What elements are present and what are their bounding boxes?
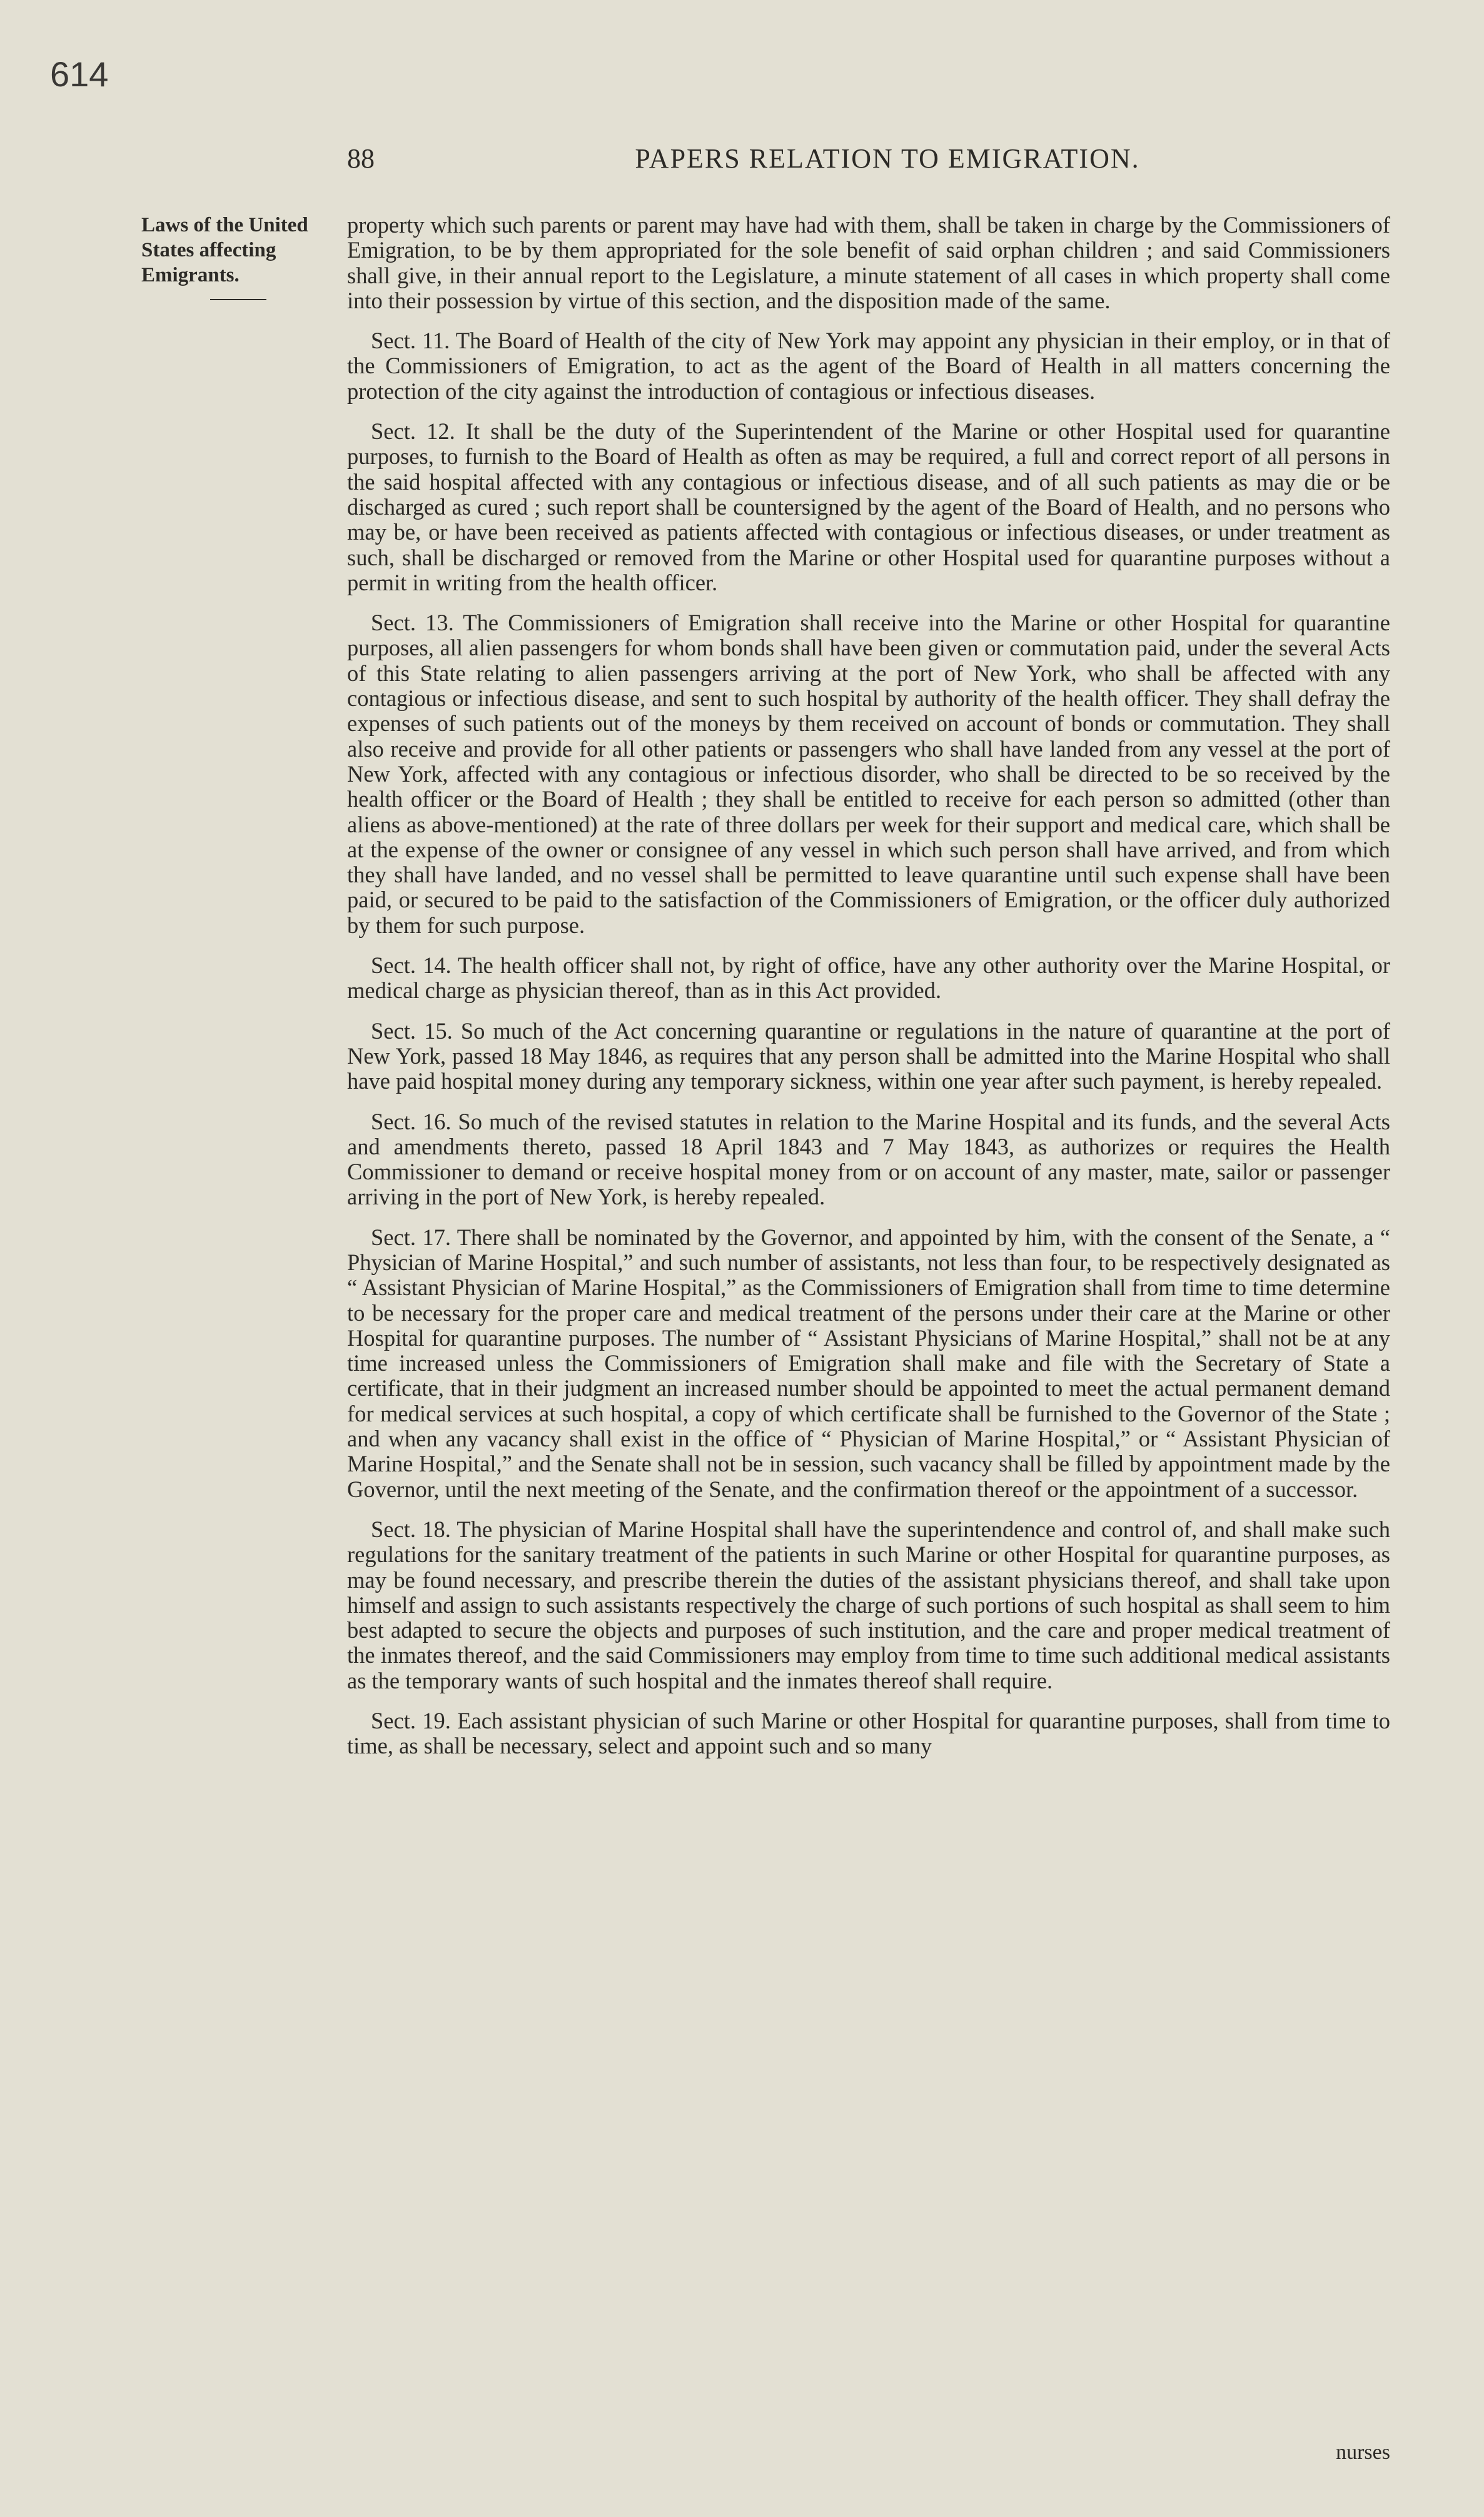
paragraph-sect-16: Sect. 16. So much of the revised statutes in relation to the Marine Hospital and its funds, and the several Acts and amendments thereto, passed 18 April 1843 and 7 May 1843, as authorizes or requires the Health Commissioner to demand or receive hospital money from or on account of any master, mate, sailor or passenger arriving in the port of New York, is hereby repealed.	[347, 1108, 1390, 1210]
paragraph-sect-14: Sect. 14. The health officer shall not, by right of office, have any other authority over the Marine Hospital, or medical charge as physician thereof, than as in this Act provided.	[347, 952, 1390, 1004]
paragraph-sect-18: Sect. 18. The physician of Marine Hospital shall have the superintendence and control of, and shall make such regulations for the sanitary treatment of the patients in such Marine or other Hospital for quarantine purposes, as may be found necessary, and prescribe therein the duties of the assistant physicians thereof, and shall take upon himself and assign to such assistants respectively the charge of such portions of such hospital as shall seem to him best adapted to secure the objects and purposes of such institution, and the care and proper medical treatment of the inmates thereof, and the said Commissioners may employ from time to time such additional medical assistants as the temporary wants of such hospital and the inmates thereof shall require.	[347, 1516, 1390, 1693]
paragraph-continued: property which such parents or parent may have had with them, shall be taken in charge by the Commissioners of Emigration, to be by them appropriated for the sole benefit of said orphan children ; and said Commissioners shall give, in their annual report to the Legislature, a minute statement of all cases in which property shall come into their possession by virtue of this section, and the disposition made of the same.	[347, 212, 1390, 313]
running-title: PAPERS RELATION TO EMIGRATION.	[635, 143, 1140, 174]
catchword: nurses	[1336, 2441, 1390, 2464]
side-note-line: Emigrants.	[141, 264, 240, 286]
paragraph-sect-17: Sect. 17. There shall be nominated by the Governor, and appointed by him, with the consent of the Senate, a “ Physician of Marine Hospital,” and such number of assistants, not less than four, to be respectively designated as “ Assistant Physician of Marine Hospital,” as the Commissioners of Emigration shall from time to time determine to be necessary for the proper care and medical treatment of the persons under their care at the Marine or other Hospital for quarantine purposes. The number of “ Assistant Physicians of Marine Hospital,” shall not be at any time increased unless the Commissioners of Emigration shall make and file with the Secretary of State a certificate, that in their judgment an increased number should be appointed to meet the actual permanent demand for medical services at such hospital, a copy of which certificate shall be furnished to the Governor of the State ; and when any vacancy shall exist in the office of “ Physician of Marine Hospital,” or “ Assistant Physician of Marine Hospital,” and the Senate shall not be in session, such vacancy shall be filled by appointment made by the Governor, until the next meeting of the Senate, and the confirmation thereof or the appointment of a successor.	[347, 1224, 1390, 1502]
paragraph-sect-12: Sect. 12. It shall be the duty of the Superintendent of the Marine or other Hospital used for quarantine purposes, to furnish to the Board of Health as often as may be required, a full and correct report of all persons in the said hospital affected with any contagious or infectious disease, and of all such patients as may die or be discharged as cured ; such report shall be countersigned by the agent of the Board of Health, and no persons who may be, or have been received as patients affected with contagious or infectious diseases, or under treatment as such, shall be discharged or removed from the Marine or other Hospital used for quarantine purposes without a permit in writing from the health officer.	[347, 418, 1390, 595]
paragraph-sect-19: Sect. 19. Each assistant physician of such Marine or other Hospital for quarantine purposes, shall from time to time, as shall be necessary, select and appoint such and so many	[347, 1708, 1390, 1759]
page-header	[347, 143, 1390, 186]
folio-number: 88	[347, 143, 375, 174]
side-note-rule	[210, 299, 266, 300]
side-note	[141, 213, 341, 300]
paragraph-sect-15: Sect. 15. So much of the Act concerning quarantine or regulations in the nature of quarantine at the port of New York, passed 18 May 1846, as requires that any person shall be admitted into the Marine Hospital who shall have paid hospital money during any temporary sickness, within one year after such payment, is hereby repealed.	[347, 1017, 1390, 1094]
page-number: 614	[50, 54, 109, 94]
side-note-line: States affecting	[141, 239, 276, 261]
body-text	[347, 212, 1390, 2464]
side-note-line: Laws of the United	[141, 214, 308, 236]
paragraph-sect-11: Sect. 11. The Board of Health of the city of New York may appoint any physician in their employ, or in that of the Commissioners of Emigration, to act as the agent of the Board of Health in all matters concerning the protection of the city against the introduction of contagious or infectious diseases.	[347, 328, 1390, 404]
paragraph-sect-13: Sect. 13. The Commissioners of Emigration shall receive into the Marine or other Hospital for quarantine purposes, all alien passengers for whom bonds shall have been given or commutation paid, under the several Acts of this State relating to alien passengers arriving at the port of New York, who shall be affected with any contagious or infectious disease, and sent to such hospital by authority of the health officer. They shall defray the expenses of such patients out of the moneys by them received on account of bonds or commutation. They shall also receive and provide for all other patients or passengers who shall have landed from any vessel at the port of New York, affected with any contagious or infectious disorder, who shall be directed to be so received by the health officer or the Board of Health ; they shall be entitled to receive for each person so admitted (other than aliens as above-mentioned) at the rate of three dollars per week for their support and medical care, which shall be at the expense of the owner or consignee of any vessel in which such person shall have arrived, and from which they shall have landed, and no vessel shall be permitted to leave quarantine until such expense shall have been paid, or secured to be paid to the satisfaction of the Commissioners of Emigration, or the officer duly authorized by them for such purpose.	[347, 610, 1390, 938]
